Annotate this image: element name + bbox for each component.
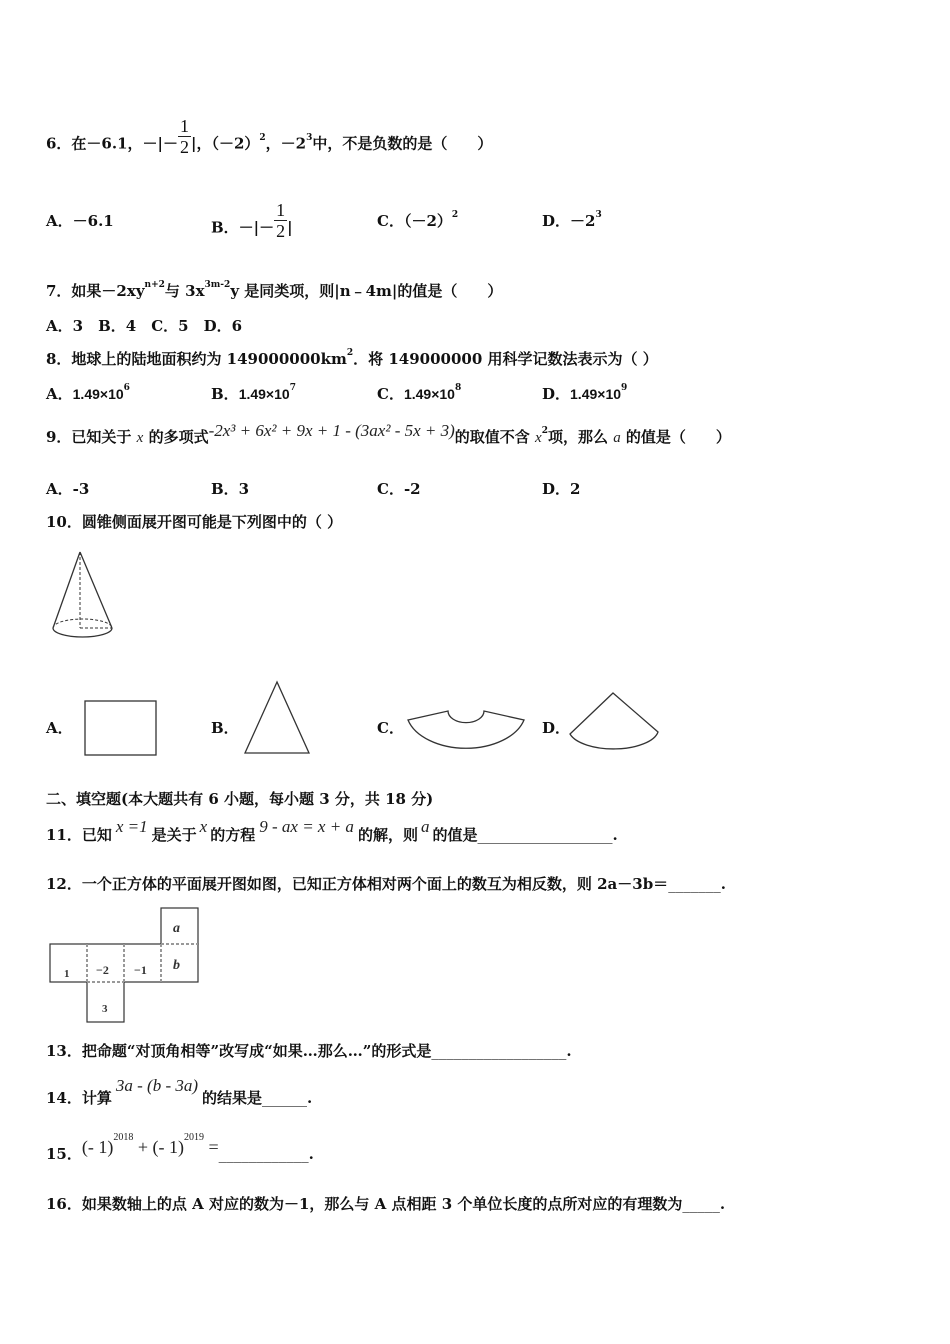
q6-option-c: C．$(-2)^2$: [377, 210, 459, 230]
net-cell-b: b: [173, 958, 180, 973]
q15-stem: 15．(- 1)$^{2018}$ + (- 1)$^{2019}$ =____________.: [46, 1132, 314, 1163]
sector-figure: [568, 690, 662, 756]
q13-stem: 13．把命题“对顶角相等”改写成“如果…那么…”的形式是__________________.: [46, 1042, 572, 1060]
q6-option-b: B．－|－ $\frac{1}{2}$ |: [211, 200, 293, 241]
q8-stem: 8．地球上的陆地面积约为 $149000000km^2$．将 149000000 用科学记数法表示为（ ）: [46, 348, 658, 368]
q10-stem: 10．圆锥侧面展开图可能是下列图中的（ ）: [46, 513, 343, 531]
q13-answer-blank[interactable]: __________________: [431, 1042, 567, 1060]
q9-option-d: D．2: [542, 480, 581, 498]
triangle-figure: [243, 680, 311, 756]
net-cell-a: a: [173, 921, 180, 936]
q8-option-a: A．$1.49\times 10^6$: [46, 383, 130, 403]
net-cell-minus1: −1: [134, 963, 147, 977]
q12-answer-blank[interactable]: _______: [668, 875, 721, 893]
q10-option-c-label: C．: [377, 719, 404, 737]
cone-figure: [48, 548, 118, 643]
q8-option-d: D．$1.49\times 10^9$: [542, 383, 628, 403]
annular-sector-figure: [405, 708, 527, 760]
net-cell-minus2: −2: [96, 963, 109, 977]
q6-stem: 6．在－6.1，－|－ $\frac{1}{2}$ |，$(-2)^2$，$-2^3$中，不是负数的是（ ）: [46, 116, 493, 157]
q6-option-a: A．－6.1: [46, 212, 114, 230]
q8-option-b: B．$1.49\times 10^7$: [211, 383, 296, 403]
square-figure: [84, 700, 158, 756]
q9-option-a: A．-3: [46, 480, 90, 498]
cube-net-figure: [49, 906, 201, 1024]
net-cell-1: 1: [64, 968, 70, 980]
q8-option-c: C．$1.49\times 10^8$: [377, 383, 462, 403]
q9-polynomial: -2x³ + 6x² + 9x + 1 - (3ax² - 5x + 3): [208, 421, 455, 440]
q6-option-b-fraction: $\frac{1}{2}$: [276, 200, 286, 241]
q6-option-d: D．$-2^3$: [542, 210, 602, 230]
q15-answer-blank[interactable]: ____________: [218, 1145, 309, 1163]
q16-answer-blank[interactable]: _____: [682, 1195, 720, 1213]
q7-stem: 7．如果$-2xy^{n+2}$与 $3x^{3m-2}y$ 是同类项，则|n﹣4m|的值是（ ）: [46, 280, 503, 300]
q10-option-a-label: A．: [46, 719, 73, 737]
q10-option-b-label: B．: [211, 719, 239, 737]
q10-option-d-label: D．: [542, 719, 571, 737]
q14-stem: 14．计算3a - (b - 3a)的结果是______.: [46, 1076, 313, 1107]
q16-stem: 16．如果数轴上的点 A 对应的数为－1，那么与 A 点相距 3 个单位长度的点所对应的有理数为_____.: [46, 1195, 726, 1213]
q7-options: A．3 B．4 C．5 D．6: [46, 317, 243, 335]
q11-answer-blank[interactable]: __________________: [477, 826, 613, 844]
q6-stem-fraction: $\frac{1}{2}$: [180, 116, 189, 157]
q9-option-b: B．3: [211, 480, 250, 498]
q9-option-c: C．-2: [377, 480, 421, 498]
section-title: 二、填空题(本大题共有 6 小题，每小题 3 分，共 18 分): [46, 790, 434, 808]
q14-answer-blank[interactable]: ______: [262, 1089, 308, 1107]
q12-stem: 12．一个正方体的平面展开图如图，已知正方体相对两个面上的数互为相反数，则 2a－3b＝_______.: [46, 875, 726, 893]
q11-stem: 11．已知 x =1 是关于 x 的方程 9 - ax = x + a 的解，则 a 的值是__________________.: [46, 817, 618, 844]
q9-stem: 9．已知关于 x 的多项式-2x³ + 6x² + 9x + 1 - (3ax² - 5x + 3)的取值不含 $x^2$项，那么 a 的值是（ ）: [46, 421, 731, 446]
net-cell-3: 3: [102, 1003, 108, 1015]
